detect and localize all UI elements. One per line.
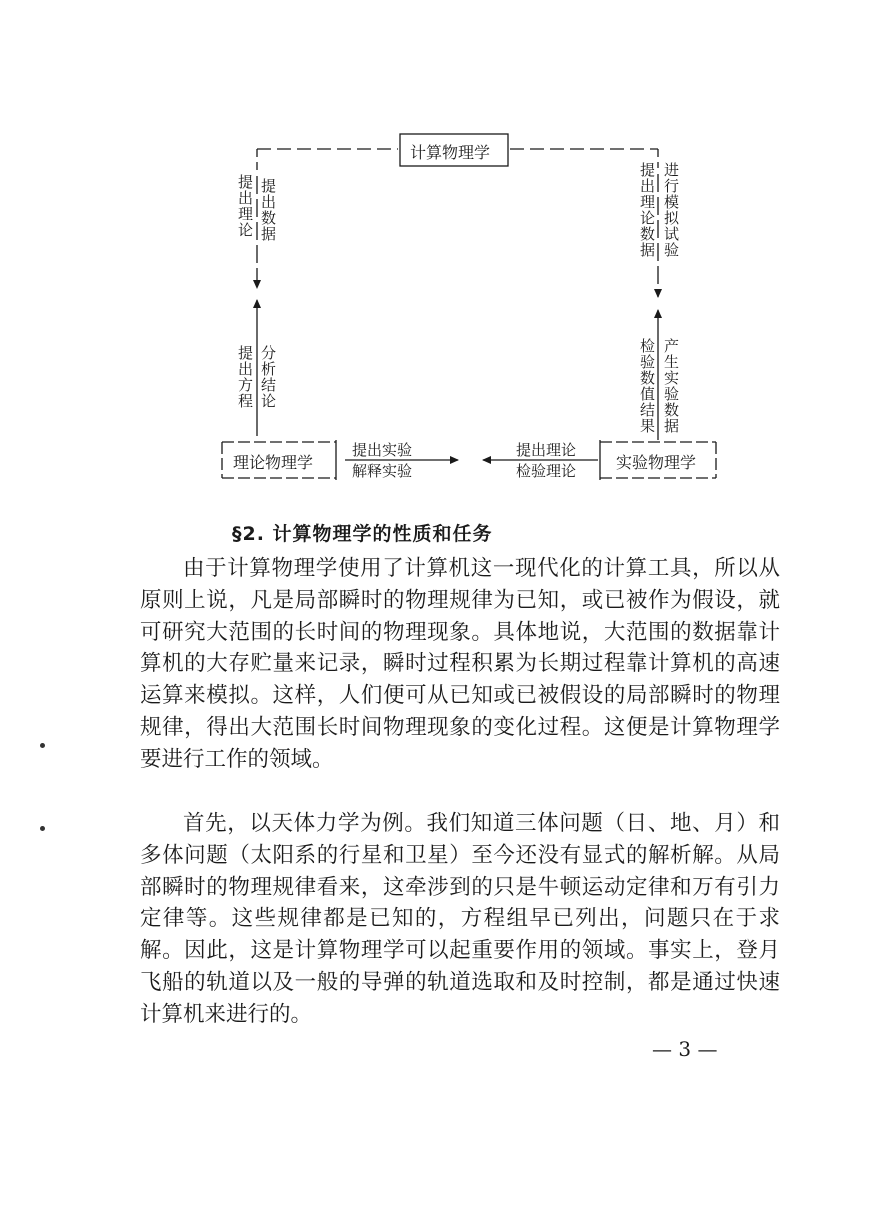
- verify-theory-label: 检验理论: [516, 462, 577, 480]
- computational-physics-node: 计算物理学: [410, 143, 491, 162]
- left-down-label-outer: 提出理论: [236, 174, 254, 238]
- physics-relationship-diagram: [0, 0, 870, 500]
- page-number: — 3 —: [652, 1037, 718, 1061]
- right-down-label-outer: 提出理论数据: [638, 162, 656, 258]
- explain-experiment-label: 解释实验: [352, 462, 413, 480]
- experimental-physics-node: 实验物理学: [616, 453, 697, 472]
- propose-theory-label: 提出理论: [516, 441, 577, 459]
- diagram-lines: [0, 0, 870, 500]
- paragraph-2: 首先，以天体力学为例。我们知道三体问题（日、地、月）和多体问题（太阳系的行星和卫星）至今还没有显式的解析解。从局部瞬时的物理规律看来，这牵涉到的只是牛顿运动定律和万有引力定律等。这些规律都是已知的，方程组早已列出，问题只在于求解。因此，这是计算物理学可以起重要作用的领域。事实上，登月飞船的轨道以及一般的导弹的轨道选取和及时控制，都是通过快速计算机来进行的。: [140, 811, 780, 1027]
- section-heading: §2. 计算物理学的性质和任务: [232, 523, 493, 545]
- theoretical-physics-node: 理论物理学: [233, 453, 314, 472]
- left-up-label-outer: 提出方程: [236, 345, 254, 409]
- margin-mark: [40, 743, 45, 748]
- left-up-label-inner: 分析结论: [259, 345, 277, 409]
- left-down-label-inner: 提出数据: [259, 178, 277, 242]
- propose-experiment-label: 提出实验: [352, 441, 413, 459]
- right-down-label-inner: 进行模拟试验: [662, 162, 680, 258]
- right-up-label-inner: 产生实验数据: [662, 338, 680, 434]
- margin-mark: [40, 826, 45, 831]
- paragraph-1: 由于计算物理学使用了计算机这一现代化的计算工具，所以从原则上说，凡是局部瞬时的物理规律为已知，或已被作为假设，就可研究大范围的长时间的物理现象。具体地说，大范围的数据靠计算机的大存贮量来记录，瞬时过程积累为长期过程靠计算机的高速运算来模拟。这样，人们便可从已知或已被假设的局部瞬时的物理规律，得出大范围长时间物理现象的变化过程。这便是计算物理学要进行工作的领域。: [140, 556, 780, 772]
- right-up-label-outer: 检验数值结果: [638, 338, 656, 434]
